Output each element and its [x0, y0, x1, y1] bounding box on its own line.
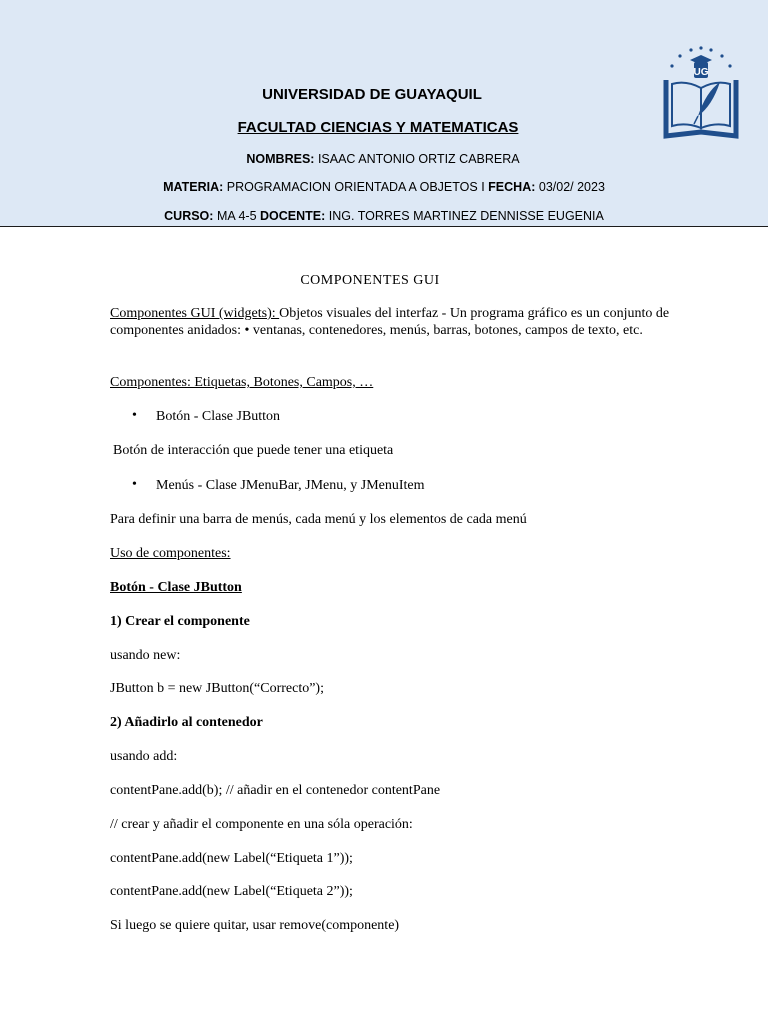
docente-value: ING. TORRES MARTINEZ DENNISSE EUGENIA [328, 209, 604, 223]
boton-heading: Botón - Clase JButton [110, 580, 242, 595]
step-1-code: JButton b = new JButton(“Correcto”); [110, 681, 324, 696]
bullet-dot-icon: • [132, 408, 137, 423]
code-line-1: contentPane.add(b); // añadir en el contenedor contentPane [110, 783, 441, 798]
step-2-heading: 2) Añadirlo al contenedor [110, 715, 263, 730]
code-line-4: contentPane.add(new Label(“Etiqueta 2”)); [110, 884, 353, 899]
components-heading: Componentes: Etiquetas, Botones, Campos, … [110, 375, 374, 390]
code-line-3: contentPane.add(new Label(“Etiqueta 1”)); [110, 851, 353, 866]
nombres-value: ISAAC ANTONIO ORTIZ CABRERA [317, 152, 520, 166]
fecha-value: 03/02/ 2023 [538, 180, 605, 194]
docente-label: DOCENTE: [260, 209, 326, 223]
materia-label: MATERIA: [163, 180, 224, 194]
intro-text: Objetos visuales del interfaz - Un programa gráfico es un conjunto de componentes anidados: • ventanas, contenedores, menús, barras, botones, campos de texto, etc. [110, 306, 670, 338]
bullet-menus: Menús - Clase JMenuBar, JMenu, y JMenuItem [156, 478, 425, 493]
fecha-label: FECHA: [488, 180, 536, 194]
bullet-boton: Botón - Clase JButton [156, 409, 281, 424]
materia-value: PROGRAMACION ORIENTADA A OBJETOS I [226, 180, 485, 194]
university-name: UNIVERSIDAD DE GUAYAQUIL [262, 86, 482, 103]
nombres-label: NOMBRES: [246, 152, 315, 166]
faculty-name: FACULTAD CIENCIAS Y MATEMATICAS [237, 119, 519, 136]
step-1-heading: 1) Crear el componente [110, 614, 250, 629]
logo-text: UG [693, 67, 709, 78]
curso-label: CURSO: [164, 209, 214, 223]
bullet-dot-icon: • [132, 477, 137, 492]
page-title: COMPONENTES GUI [300, 273, 440, 288]
step-2-text: usando add: [110, 749, 178, 764]
step-1-text: usando new: [110, 648, 181, 663]
student-names [0, 152, 767, 166]
subject-line [0, 180, 768, 194]
intro-label: Componentes GUI (widgets): [110, 306, 280, 321]
code-line-2: // crear y añadir el componente en una sóla operación: [110, 817, 413, 832]
course-line [0, 209, 768, 223]
curso-value: MA 4-5 [216, 209, 257, 223]
document-header [0, 0, 768, 227]
menus-description: Para definir una barra de menús, cada menú y los elementos de cada menú [110, 512, 527, 527]
intro-paragraph [110, 305, 670, 339]
remove-text: Si luego se quiere quitar, usar remove(componente) [110, 918, 400, 933]
university-book-quill-logo-icon [658, 40, 744, 144]
boton-description: Botón de interacción que puede tener una etiqueta [113, 443, 394, 458]
uso-heading: Uso de componentes: [110, 546, 231, 561]
